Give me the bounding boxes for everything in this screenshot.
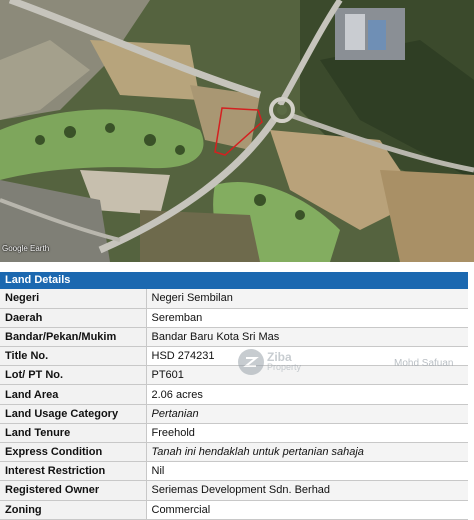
row-value: Seriemas Development Sdn. Berhad (146, 481, 468, 500)
row-value: Nil (146, 462, 468, 481)
table-row (0, 423, 468, 442)
row-label: Land Tenure (0, 423, 146, 442)
row-label: Land Usage Category (0, 404, 146, 423)
row-value: 2.06 acres (146, 385, 468, 404)
table-row (0, 462, 468, 481)
row-label: Title No. (0, 347, 146, 366)
row-label: Registered Owner (0, 481, 146, 500)
table-row (0, 289, 468, 308)
land-details-table (0, 289, 468, 520)
map-attribution: Google Earth (2, 244, 50, 253)
brand-sub: Property (267, 362, 302, 372)
row-value: Negeri Sembilan (146, 289, 468, 308)
row-label: Express Condition (0, 443, 146, 462)
table-row (0, 481, 468, 500)
brand-name: Ziba (267, 350, 292, 364)
row-value: HSD 274231 (146, 347, 468, 366)
row-label: Zoning (0, 500, 146, 519)
table-row (0, 327, 468, 346)
row-value: PT601 (146, 366, 468, 385)
row-value: Pertanian (146, 404, 468, 423)
row-value: Freehold (146, 423, 468, 442)
table-row (0, 308, 468, 327)
table-row (0, 385, 468, 404)
row-label: Bandar/Pekan/Mukim (0, 327, 146, 346)
row-value: Tanah ini hendaklah untuk pertanian sahaja (146, 443, 468, 462)
row-label: Interest Restriction (0, 462, 146, 481)
table-row (0, 443, 468, 462)
table-row (0, 500, 468, 519)
table-row (0, 347, 468, 366)
row-value: Seremban (146, 308, 468, 327)
watermark-author: Mohd Safuan (394, 358, 454, 369)
row-label: Daerah (0, 308, 146, 327)
row-label: Negeri (0, 289, 146, 308)
land-details-header: Land Details (0, 272, 468, 289)
table-row (0, 404, 468, 423)
row-label: Land Area (0, 385, 146, 404)
row-value: Commercial (146, 500, 468, 519)
table-row (0, 366, 468, 385)
row-label: Lot/ PT No. (0, 366, 146, 385)
row-value: Bandar Baru Kota Sri Mas (146, 327, 468, 346)
